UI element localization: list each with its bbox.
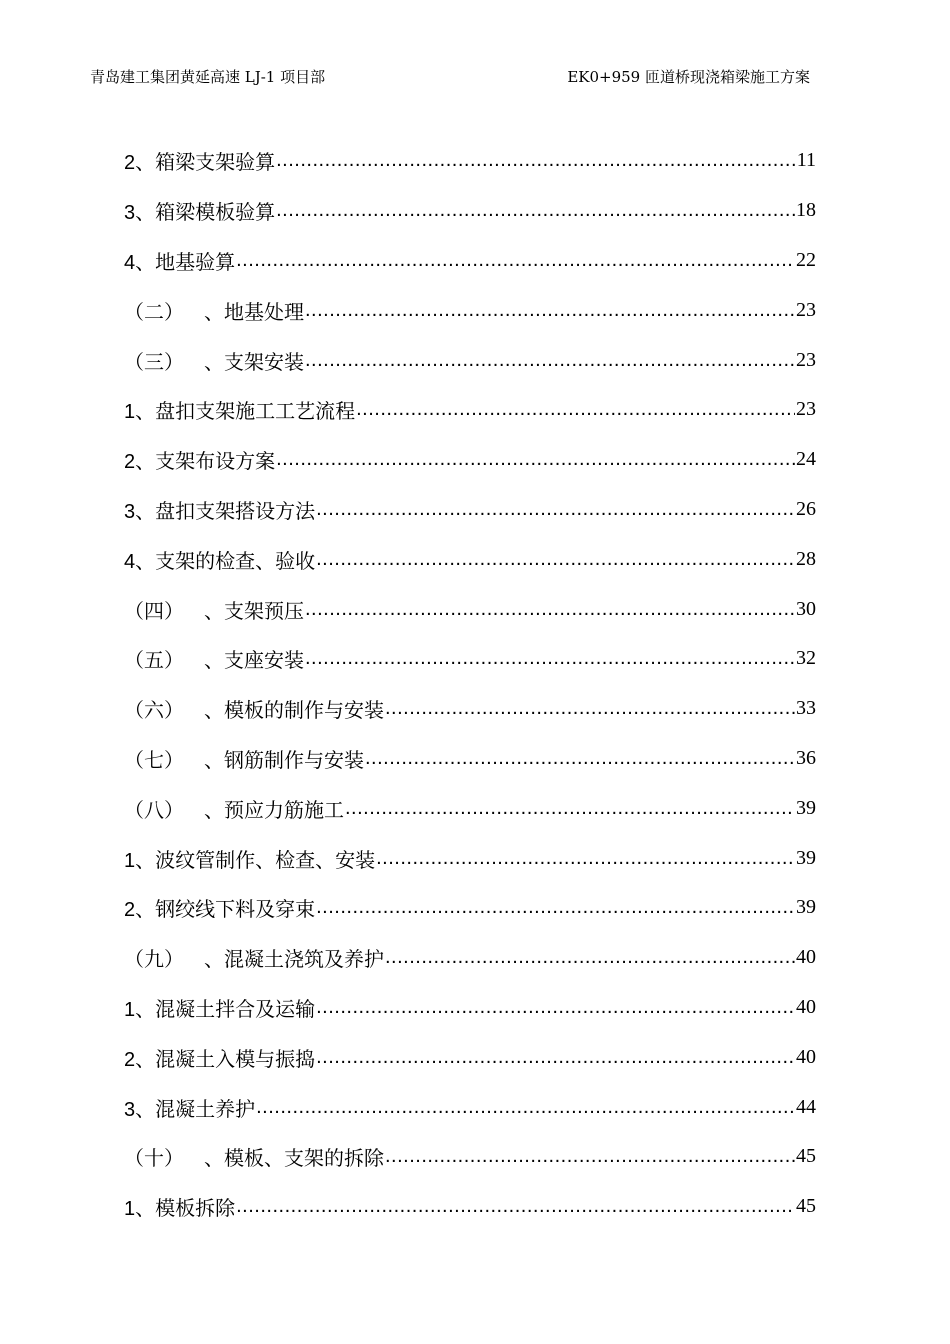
toc-entry-page-number: 32 — [796, 647, 816, 670]
toc-entry-title: 、钢筋制作与安装 — [204, 747, 364, 772]
toc-entry-number: 2、 — [124, 899, 156, 922]
toc-entry[interactable] — [124, 435, 816, 485]
page-header — [90, 66, 810, 90]
toc-entry-title: 、地基处理 — [204, 299, 304, 324]
toc-entry-number: 2、 — [124, 152, 156, 175]
toc-entry-page-number: 39 — [796, 896, 816, 919]
toc-entry-number: （十） — [124, 1148, 184, 1171]
toc-entry-title: 、模板、支架的拆除 — [204, 1146, 384, 1171]
toc-entry-page-number: 44 — [796, 1095, 816, 1118]
toc-entry-page-number: 24 — [796, 448, 816, 471]
toc-entry-number: （九） — [124, 949, 184, 972]
toc-dot-leader — [276, 149, 796, 172]
toc-entry-title: 模板拆除 — [155, 1196, 236, 1221]
table-of-contents — [124, 136, 816, 1232]
toc-entry-title: 、预应力筋施工 — [204, 797, 344, 822]
toc-entry-title: 混凝土拌合及运输 — [155, 996, 316, 1021]
toc-entry-page-number: 18 — [796, 199, 816, 222]
toc-entry-number: （二） — [124, 301, 184, 324]
toc-dot-leader — [305, 598, 795, 621]
toc-entry[interactable] — [124, 833, 816, 883]
toc-entry-title: 箱梁支架验算 — [155, 150, 276, 175]
toc-entry-number: 1、 — [124, 401, 156, 424]
toc-dot-leader — [305, 647, 795, 670]
toc-entry-page-number: 23 — [796, 298, 816, 321]
toc-entry-number: 2、 — [124, 451, 156, 474]
toc-dot-leader — [256, 1096, 795, 1119]
header-project-name: 青岛建工集团黄延高速 LJ-1 项目部 — [90, 68, 326, 86]
toc-entry-number: （三） — [124, 351, 184, 374]
toc-entry[interactable] — [124, 1032, 816, 1082]
toc-entry-number: （六） — [124, 700, 184, 723]
toc-entry-number: （四） — [124, 600, 184, 623]
toc-entry[interactable] — [124, 485, 816, 535]
toc-entry-page-number: 28 — [796, 547, 816, 570]
toc-entry-page-number: 39 — [796, 796, 816, 819]
toc-entry-page-number: 36 — [796, 746, 816, 769]
toc-dot-leader — [365, 747, 795, 770]
toc-entry[interactable] — [124, 983, 816, 1033]
toc-dot-leader — [345, 797, 795, 820]
toc-entry-number: （七） — [124, 749, 184, 772]
toc-dot-leader — [276, 448, 795, 471]
toc-entry[interactable] — [124, 883, 816, 933]
toc-entry-title: 地基验算 — [155, 249, 236, 274]
toc-entry-title: 波纹管制作、检查、安装 — [155, 847, 376, 872]
header-document-title: EK0+959 匝道桥现浇箱梁施工方案 — [567, 68, 810, 86]
toc-entry-title: 盘扣支架搭设方法 — [155, 498, 316, 523]
toc-entry-title: 、混凝土浇筑及养护 — [204, 947, 384, 972]
toc-dot-leader — [385, 1145, 795, 1168]
toc-entry-number: 1、 — [124, 1198, 156, 1221]
toc-entry-page-number: 26 — [796, 497, 816, 520]
toc-entry-page-number: 33 — [796, 697, 816, 720]
toc-entry[interactable] — [124, 734, 816, 784]
toc-entry[interactable] — [124, 186, 816, 236]
toc-entry-number: 1、 — [124, 849, 156, 872]
toc-entry[interactable] — [124, 933, 816, 983]
toc-entry-number: 2、 — [124, 1048, 156, 1071]
toc-entry[interactable] — [124, 285, 816, 335]
toc-dot-leader — [316, 548, 795, 571]
toc-entry-number: 4、 — [124, 550, 156, 573]
toc-entry-title: 混凝土入模与振捣 — [155, 1046, 316, 1071]
toc-entry-page-number: 45 — [796, 1145, 816, 1168]
toc-entry[interactable] — [124, 684, 816, 734]
toc-entry-number: 3、 — [124, 1098, 156, 1121]
toc-entry[interactable] — [124, 1182, 816, 1232]
toc-entry-title: 、支架安装 — [204, 349, 304, 374]
toc-entry-number: （八） — [124, 799, 184, 822]
toc-entry-number: 4、 — [124, 251, 156, 274]
toc-entry[interactable] — [124, 783, 816, 833]
toc-entry-title: 、支架预压 — [204, 598, 304, 623]
toc-entry-title: 支架布设方案 — [155, 449, 276, 474]
toc-entry[interactable] — [124, 385, 816, 435]
toc-dot-leader — [305, 299, 795, 322]
toc-entry-page-number: 30 — [796, 597, 816, 620]
toc-dot-leader — [385, 697, 795, 720]
toc-entry-title: 盘扣支架施工工艺流程 — [155, 399, 356, 424]
toc-entry[interactable] — [124, 634, 816, 684]
toc-entry-number: 1、 — [124, 998, 156, 1021]
toc-dot-leader — [316, 996, 795, 1019]
toc-entry-page-number: 40 — [796, 1045, 816, 1068]
toc-entry[interactable] — [124, 136, 816, 186]
toc-entry-title: 、支座安装 — [204, 648, 304, 673]
toc-entry-number: （五） — [124, 650, 184, 673]
toc-entry-page-number: 39 — [796, 846, 816, 869]
toc-entry-number: 3、 — [124, 202, 156, 225]
toc-entry-page-number: 22 — [796, 248, 816, 271]
toc-dot-leader — [316, 1046, 795, 1069]
toc-entry[interactable] — [124, 335, 816, 385]
toc-entry[interactable] — [124, 584, 816, 634]
toc-entry[interactable] — [124, 1082, 816, 1132]
toc-entry-page-number: 23 — [796, 398, 816, 421]
toc-entry-page-number: 40 — [796, 995, 816, 1018]
toc-entry[interactable] — [124, 1132, 816, 1182]
toc-entry-page-number: 11 — [796, 149, 816, 172]
toc-entry-title: 箱梁模板验算 — [155, 200, 276, 225]
toc-dot-leader — [356, 398, 795, 421]
toc-entry-title: 混凝土养护 — [155, 1096, 256, 1121]
toc-entry-page-number: 40 — [796, 946, 816, 969]
toc-entry-page-number: 45 — [796, 1195, 816, 1218]
toc-entry-number: 3、 — [124, 500, 156, 523]
toc-dot-leader — [316, 896, 795, 919]
toc-dot-leader — [276, 199, 795, 222]
toc-dot-leader — [376, 847, 795, 870]
toc-entry-title: 支架的检查、验收 — [155, 548, 316, 573]
toc-dot-leader — [236, 249, 795, 272]
toc-dot-leader — [316, 498, 795, 521]
toc-dot-leader — [305, 349, 795, 372]
toc-dot-leader — [236, 1195, 795, 1218]
toc-entry-title: 钢绞线下料及穿束 — [155, 897, 316, 922]
toc-entry[interactable] — [124, 236, 816, 286]
toc-entry-page-number: 23 — [796, 348, 816, 371]
toc-dot-leader — [385, 946, 795, 969]
toc-entry[interactable] — [124, 534, 816, 584]
toc-entry-title: 、模板的制作与安装 — [204, 698, 384, 723]
